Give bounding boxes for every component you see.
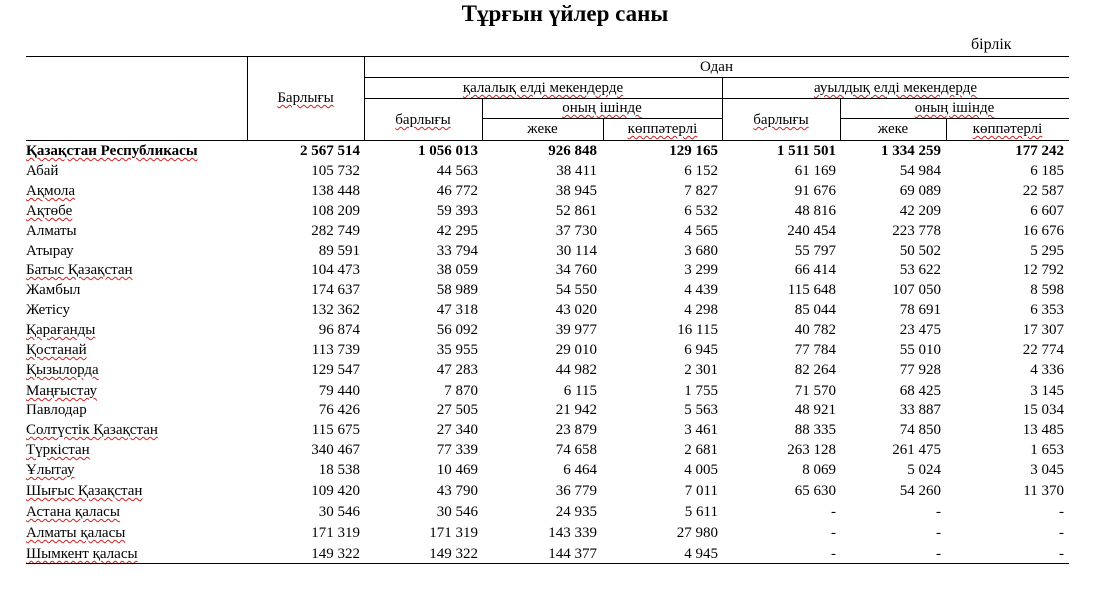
- header-total: Барлығы: [277, 90, 334, 106]
- cell-urban-total: 1 056 013: [418, 143, 478, 159]
- cell-rural-total: 71 570: [794, 383, 836, 399]
- cell-urban-private: 34 760: [555, 262, 597, 278]
- cell-rural-total: 88 335: [794, 422, 836, 438]
- region-name: Ақмола: [26, 183, 76, 199]
- table-row: [26, 300, 1068, 320]
- cell-rural-apartment: -: [1059, 504, 1064, 520]
- region-name: Ақтөбе: [26, 203, 73, 219]
- cell-urban-apartment: 6 152: [684, 163, 718, 179]
- cell-urban-apartment: 5 563: [684, 402, 718, 418]
- table-row: [26, 201, 1068, 221]
- cell-rural-private: 78 691: [899, 302, 941, 318]
- cell-rural-apartment: 177 242: [1015, 143, 1064, 159]
- cell-rural-apartment: 22 774: [1022, 342, 1064, 358]
- cell-urban-private: 21 942: [555, 402, 597, 418]
- region-name: Астана қаласы: [26, 504, 120, 520]
- cell-rural-total: 65 630: [794, 483, 836, 499]
- region-name: Қызылорда: [26, 362, 99, 378]
- cell-total: 79 440: [318, 383, 360, 399]
- cell-rural-apartment: 5 295: [1030, 243, 1064, 259]
- cell-urban-apartment: 3 461: [684, 422, 718, 438]
- table-row: [26, 502, 1068, 522]
- cell-rural-total: -: [831, 525, 836, 541]
- cell-urban-total: 59 393: [436, 203, 478, 219]
- header-rural-private: жеке: [877, 121, 909, 137]
- cell-rural-private: 55 010: [899, 342, 941, 358]
- cell-urban-total: 44 563: [436, 163, 478, 179]
- cell-urban-private: 23 879: [555, 422, 597, 438]
- cell-urban-apartment: 3 680: [684, 243, 718, 259]
- cell-rural-private: 261 475: [892, 442, 941, 458]
- cell-urban-total: 46 772: [436, 183, 478, 199]
- cell-urban-apartment: 7 827: [684, 183, 718, 199]
- region-name: Жетісу: [26, 302, 71, 318]
- cell-rural-total: -: [831, 504, 836, 520]
- cell-urban-private: 30 114: [556, 243, 597, 259]
- cell-rural-private: 68 425: [899, 383, 941, 399]
- cell-rural-private: 50 502: [899, 243, 941, 259]
- table-row: [26, 260, 1068, 280]
- cell-urban-private: 6 464: [563, 462, 597, 478]
- cell-urban-apartment: 2 301: [684, 362, 718, 378]
- cell-rural-apartment: 3 145: [1030, 383, 1064, 399]
- cell-urban-private: 43 020: [555, 302, 597, 318]
- cell-urban-apartment: 5 611: [684, 504, 718, 520]
- cell-total: 174 637: [311, 282, 360, 298]
- region-name: Павлодар: [26, 402, 87, 418]
- cell-total: 129 547: [311, 362, 360, 378]
- cell-rural-apartment: 22 587: [1022, 183, 1064, 199]
- cell-urban-apartment: 4 945: [684, 546, 718, 562]
- table-row: [26, 360, 1068, 380]
- region-name: Жамбыл: [26, 282, 81, 298]
- cell-total: 105 732: [311, 163, 360, 179]
- cell-urban-apartment: 4 439: [684, 282, 718, 298]
- table-row: [26, 280, 1068, 300]
- cell-rural-apartment: 12 792: [1022, 262, 1064, 278]
- cell-rural-total: 48 816: [794, 203, 836, 219]
- cell-rural-apartment: 11 370: [1023, 483, 1064, 499]
- cell-urban-total: 30 546: [436, 504, 478, 520]
- cell-total: 30 546: [318, 504, 360, 520]
- header-of-which: Одан: [700, 59, 733, 75]
- cell-urban-total: 27 340: [436, 422, 478, 438]
- cell-urban-apartment: 2 681: [684, 442, 718, 458]
- cell-urban-apartment: 4 005: [684, 462, 718, 478]
- region-name: Маңғыстау: [26, 383, 98, 399]
- header-urban-total: барлығы: [395, 112, 451, 128]
- table-row: [26, 221, 1068, 241]
- cell-urban-apartment: 6 945: [684, 342, 718, 358]
- header-rural-total: барлығы: [753, 112, 809, 128]
- header-urban: қалалық елді мекендерде: [462, 80, 624, 96]
- cell-total: 132 362: [311, 302, 360, 318]
- table-row: [26, 481, 1068, 501]
- cell-total: 138 448: [311, 183, 360, 199]
- table-row: [26, 544, 1068, 564]
- cell-total: 2 567 514: [300, 143, 360, 159]
- cell-total: 109 420: [311, 483, 360, 499]
- cell-urban-apartment: 7 011: [684, 483, 718, 499]
- cell-urban-private: 74 658: [555, 442, 597, 458]
- region-name: Қарағанды: [26, 322, 96, 338]
- cell-urban-apartment: 3 299: [684, 262, 718, 278]
- cell-urban-total: 27 505: [436, 402, 478, 418]
- cell-rural-total: 1 511 501: [776, 143, 836, 159]
- header-urban-apartment: көппәтерлі: [627, 121, 698, 137]
- cell-rural-apartment: 3 045: [1030, 462, 1064, 478]
- cell-urban-total: 56 092: [436, 322, 478, 338]
- cell-total: 76 426: [318, 402, 360, 418]
- cell-urban-apartment: 4 565: [684, 223, 718, 239]
- cell-urban-total: 10 469: [436, 462, 478, 478]
- region-name: Шымкент қаласы: [26, 546, 138, 562]
- table-row: [26, 440, 1068, 460]
- cell-rural-total: 8 069: [802, 462, 836, 478]
- cell-total: 113 739: [311, 342, 360, 358]
- cell-urban-total: 47 283: [436, 362, 478, 378]
- cell-rural-apartment: 13 485: [1022, 422, 1064, 438]
- cell-rural-total: 48 921: [794, 402, 836, 418]
- cell-urban-private: 144 377: [548, 546, 597, 562]
- cell-rural-apartment: 4 336: [1030, 362, 1064, 378]
- cell-urban-total: 33 794: [436, 243, 478, 259]
- header-rural: ауылдық елді мекендерде: [813, 80, 978, 96]
- table-bottom-border: [26, 563, 1069, 564]
- cell-urban-private: 38 945: [555, 183, 597, 199]
- table-row: [26, 241, 1068, 261]
- cell-rural-private: 107 050: [892, 282, 941, 298]
- cell-urban-apartment: 16 115: [677, 322, 718, 338]
- cell-total: 171 319: [311, 525, 360, 541]
- cell-urban-total: 42 295: [436, 223, 478, 239]
- cell-rural-total: 263 128: [787, 442, 836, 458]
- cell-rural-total: 66 414: [794, 262, 836, 278]
- cell-rural-total: 240 454: [787, 223, 836, 239]
- cell-rural-private: 23 475: [899, 322, 941, 338]
- cell-rural-total: 115 648: [787, 282, 836, 298]
- cell-urban-private: 29 010: [555, 342, 597, 358]
- header-urban-including: оның ішінде: [562, 100, 642, 116]
- region-name: Алматы қаласы: [26, 525, 126, 541]
- cell-total: 115 675: [311, 422, 360, 438]
- cell-rural-private: -: [936, 546, 941, 562]
- table-row: [26, 141, 1068, 161]
- region-name: Солтүстік Қазақстан: [26, 422, 158, 438]
- cell-rural-total: 55 797: [794, 243, 836, 259]
- cell-rural-total: 61 169: [794, 163, 836, 179]
- cell-rural-private: -: [936, 525, 941, 541]
- cell-urban-private: 37 730: [555, 223, 597, 239]
- cell-urban-private: 926 848: [548, 143, 597, 159]
- cell-urban-private: 44 982: [555, 362, 597, 378]
- cell-urban-total: 7 870: [444, 383, 478, 399]
- cell-rural-private: 69 089: [899, 183, 941, 199]
- cell-rural-total: -: [831, 546, 836, 562]
- cell-rural-private: 5 024: [907, 462, 941, 478]
- cell-rural-apartment: 6 353: [1030, 302, 1064, 318]
- region-name: Атырау: [26, 243, 74, 259]
- region-name: Ұлытау: [26, 462, 75, 478]
- cell-rural-private: 54 260: [899, 483, 941, 499]
- region-name: Түркістан: [26, 442, 90, 458]
- cell-total: 108 209: [311, 203, 360, 219]
- table-row: [26, 340, 1068, 360]
- cell-urban-private: 36 779: [555, 483, 597, 499]
- cell-urban-private: 38 411: [556, 163, 597, 179]
- region-name: Батыс Қазақстан: [26, 262, 133, 278]
- cell-rural-apartment: 15 034: [1022, 402, 1064, 418]
- cell-total: 149 322: [311, 546, 360, 562]
- cell-rural-private: 33 887: [899, 402, 941, 418]
- cell-rural-private: 42 209: [899, 203, 941, 219]
- cell-urban-private: 143 339: [548, 525, 597, 541]
- cell-urban-total: 58 989: [436, 282, 478, 298]
- cell-rural-apartment: -: [1059, 525, 1064, 541]
- cell-total: 282 749: [311, 223, 360, 239]
- cell-urban-total: 35 955: [436, 342, 478, 358]
- table-row: [26, 161, 1068, 181]
- cell-rural-private: 74 850: [899, 422, 941, 438]
- cell-urban-private: 39 977: [555, 322, 597, 338]
- cell-urban-total: 38 059: [436, 262, 478, 278]
- cell-rural-apartment: 17 307: [1022, 322, 1064, 338]
- cell-urban-total: 171 319: [429, 525, 478, 541]
- region-name: Қазақстан Республикасы: [26, 143, 198, 159]
- cell-total: 104 473: [311, 262, 360, 278]
- cell-rural-total: 40 782: [794, 322, 836, 338]
- cell-rural-apartment: 1 653: [1030, 442, 1064, 458]
- header-urban-private: жеке: [527, 121, 558, 137]
- cell-urban-apartment: 6 532: [684, 203, 718, 219]
- cell-urban-apartment: 27 980: [676, 525, 718, 541]
- cell-urban-apartment: 4 298: [684, 302, 718, 318]
- cell-total: 96 874: [318, 322, 360, 338]
- table-row: [26, 523, 1068, 543]
- cell-urban-apartment: 129 165: [669, 143, 718, 159]
- cell-rural-total: 85 044: [794, 302, 836, 318]
- cell-rural-private: 54 984: [899, 163, 941, 179]
- header-rural-apartment: көппәтерлі: [972, 121, 1043, 137]
- cell-total: 89 591: [318, 243, 360, 259]
- cell-urban-apartment: 1 755: [684, 383, 718, 399]
- cell-rural-private: 223 778: [892, 223, 941, 239]
- cell-rural-private: -: [936, 504, 941, 520]
- cell-rural-apartment: 6 185: [1030, 163, 1064, 179]
- table-row: [26, 420, 1068, 440]
- page-title: Тұрғын үйлер саны: [461, 1, 669, 26]
- cell-rural-apartment: 6 607: [1030, 203, 1064, 219]
- header-rural-including: оның ішінде: [914, 100, 995, 116]
- region-name: Шығыс Қазақстан: [26, 483, 143, 499]
- cell-rural-apartment: 16 676: [1022, 223, 1064, 239]
- cell-urban-private: 6 115: [563, 383, 597, 399]
- cell-total: 340 467: [311, 442, 360, 458]
- table-row: [26, 181, 1068, 201]
- cell-rural-private: 77 928: [899, 362, 941, 378]
- cell-urban-private: 24 935: [555, 504, 597, 520]
- cell-rural-private: 53 622: [899, 262, 941, 278]
- cell-rural-private: 1 334 259: [881, 143, 941, 159]
- cell-urban-total: 77 339: [436, 442, 478, 458]
- cell-urban-total: 43 790: [436, 483, 478, 499]
- cell-rural-total: 77 784: [794, 342, 836, 358]
- region-name: Абай: [26, 163, 59, 179]
- cell-urban-total: 149 322: [429, 546, 478, 562]
- table-row: [26, 400, 1068, 420]
- cell-rural-total: 82 264: [794, 362, 836, 378]
- cell-rural-apartment: 8 598: [1030, 282, 1064, 298]
- unit-label: бірлік: [971, 36, 1012, 53]
- cell-rural-apartment: -: [1059, 546, 1064, 562]
- table-row: [26, 320, 1068, 340]
- cell-urban-total: 47 318: [436, 302, 478, 318]
- table-row: [26, 381, 1068, 401]
- cell-urban-private: 52 861: [555, 203, 597, 219]
- cell-total: 18 538: [318, 462, 360, 478]
- cell-urban-private: 54 550: [555, 282, 597, 298]
- region-name: Қостанай: [26, 342, 87, 358]
- table-row: [26, 460, 1068, 480]
- cell-rural-total: 91 676: [794, 183, 836, 199]
- region-name: Алматы: [26, 223, 77, 239]
